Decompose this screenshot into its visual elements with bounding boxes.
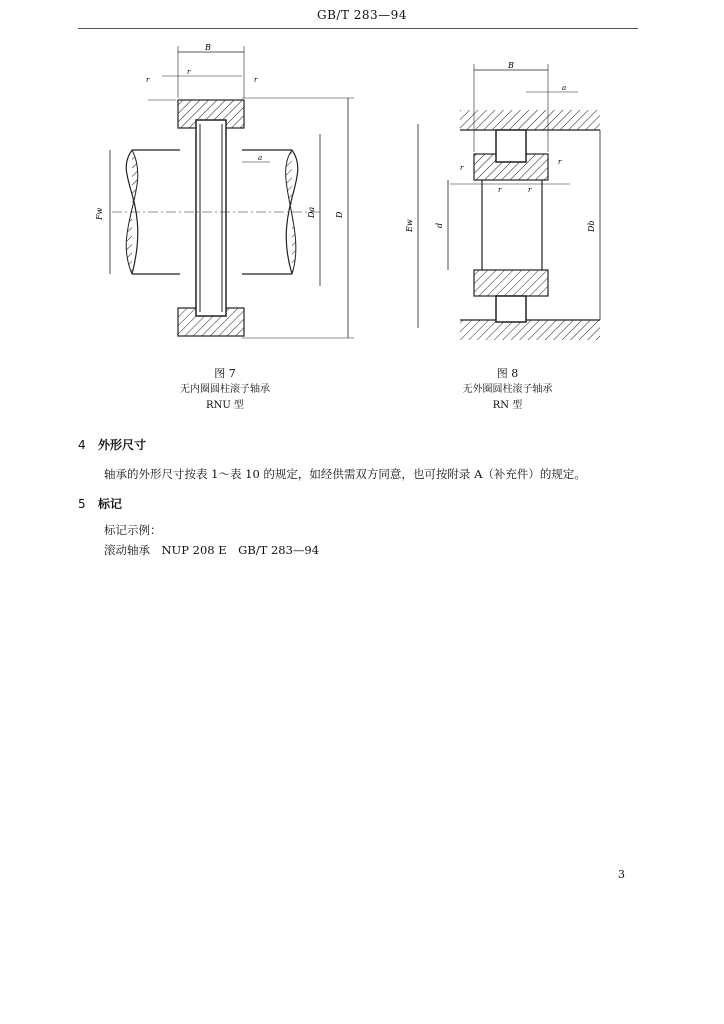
section-5-title: 标记	[98, 497, 123, 511]
fig7-label-D: D	[335, 211, 344, 218]
fig8-label-d: d	[435, 222, 444, 228]
figure-7-number: 图 7	[214, 367, 236, 380]
fig8-label-a: a	[562, 84, 567, 92]
figure-7-caption	[100, 366, 350, 414]
header-rule	[78, 28, 638, 29]
fig8-label-r4: r	[528, 186, 532, 194]
fig7-label-r2: r	[146, 76, 150, 84]
section-5-heading	[78, 495, 122, 512]
fig8-label-Ew: Ew	[405, 219, 414, 232]
figure-8-title: 无外圈圆柱滚子轴承	[462, 384, 553, 395]
section-4-heading	[78, 436, 146, 453]
figure-7-drawing	[92, 38, 362, 350]
figure-7-title: 无内圈圆柱滚子轴承	[180, 384, 270, 395]
fig8-label-r3: r	[498, 186, 502, 194]
section-5-example-label: 标记示例：	[104, 523, 162, 537]
fig8-label-B: B	[508, 61, 514, 70]
fig7-label-B: B	[205, 43, 211, 52]
page-number: 3	[618, 868, 625, 881]
figure-8-type: RN 型	[492, 400, 523, 411]
fig8-label-r2: r	[558, 158, 562, 166]
fig8-label-Db: Db	[587, 220, 596, 232]
section-4-text: 轴承的外形尺寸按表 1～表 10 的规定，如经供需双方同意，也可按附录 A（补充件）的规定。	[104, 467, 586, 481]
fig7-label-Fw: Fw	[95, 207, 104, 220]
section-4-number: 4	[78, 438, 86, 452]
section-5-number: 5	[78, 497, 86, 511]
fig7-label-Da: Da	[307, 206, 316, 218]
fig7-label-r3: r	[254, 76, 258, 84]
section-5-example: 滚动轴承 NUP 208 E GB/T 283—94	[104, 543, 320, 557]
figure-8-caption	[400, 366, 615, 414]
figure-7-type: RNU 型	[206, 400, 244, 411]
page-header: GB/T 283—94	[317, 8, 407, 22]
figure-8-number: 图 8	[496, 367, 519, 380]
section-4-title: 外形尺寸	[98, 438, 147, 452]
fig8-label-r1: r	[460, 164, 464, 172]
figure-8-drawing	[400, 52, 615, 352]
fig7-label-a: a	[258, 154, 263, 162]
fig7-label-r1: r	[187, 68, 191, 76]
